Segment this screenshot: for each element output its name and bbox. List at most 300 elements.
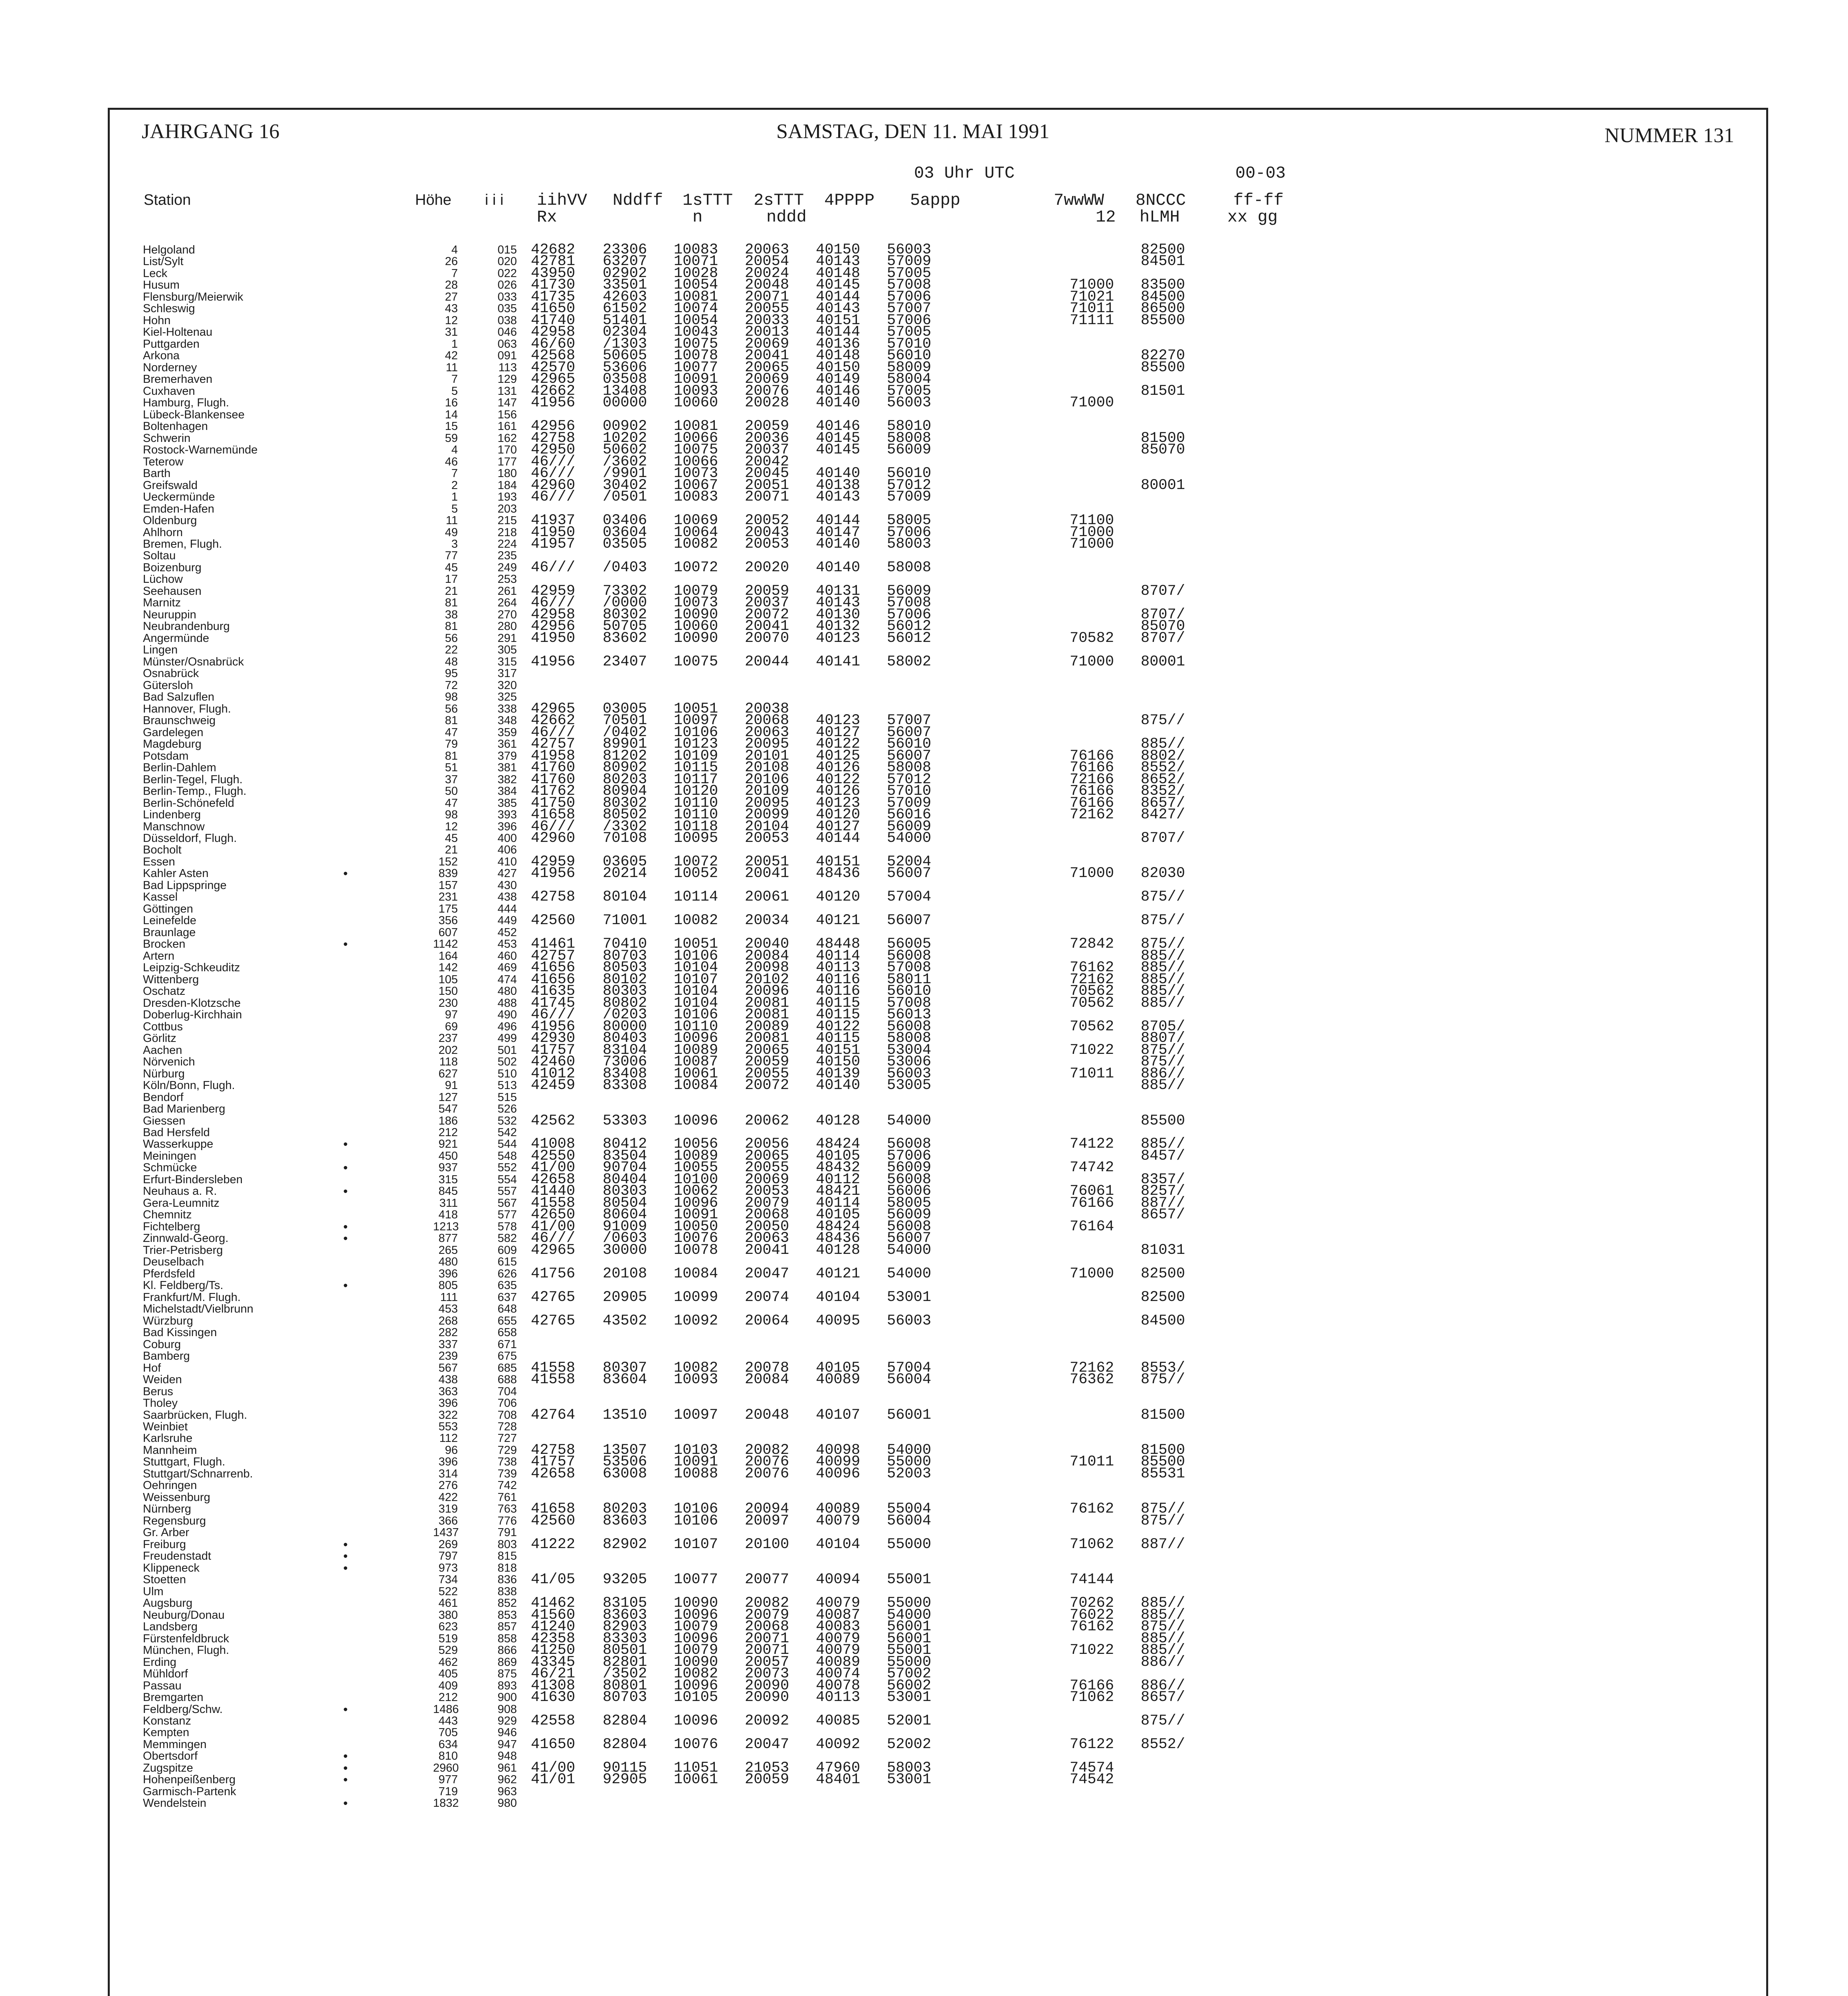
code-c2: 83408 xyxy=(603,1065,647,1082)
station-height: 315 xyxy=(438,1173,458,1186)
code-c5: 40123 xyxy=(816,794,861,812)
station-name: Leck xyxy=(143,267,168,280)
code-c7: 76164 xyxy=(1070,1218,1114,1235)
code-c5: 40145 xyxy=(816,442,861,459)
code-c6: 56001 xyxy=(887,1618,932,1636)
station-height: 322 xyxy=(438,1408,458,1422)
station-name: Helgoland xyxy=(143,244,195,256)
station-marker: • xyxy=(343,1760,348,1775)
code-c2: 00000 xyxy=(603,394,647,412)
station-height: 50 xyxy=(445,785,458,798)
station-index: 554 xyxy=(497,1173,517,1186)
code-c5: 40122 xyxy=(816,1018,861,1035)
code-c6: 56008 xyxy=(887,1136,932,1153)
code-c8: 885// xyxy=(1141,947,1185,964)
code-c7: 76122 xyxy=(1070,1736,1114,1753)
code-c8: 8707/ xyxy=(1141,630,1185,647)
code-c6: 56007 xyxy=(887,912,932,929)
code-c2: 82801 xyxy=(603,1653,647,1671)
station-index: 853 xyxy=(497,1608,517,1622)
code-c1: 41756 xyxy=(531,1265,576,1282)
code-c1: 42662 xyxy=(531,382,576,400)
station-height: 31 xyxy=(445,326,458,339)
code-c3: 10072 xyxy=(674,559,718,576)
code-c6: 56012 xyxy=(887,618,932,635)
code-c8: 8705/ xyxy=(1141,1018,1185,1035)
station-index: 908 xyxy=(497,1703,517,1716)
code-c2: 83303 xyxy=(603,1630,647,1647)
code-c8: 875// xyxy=(1141,1042,1185,1059)
code-c8: 885// xyxy=(1141,1595,1185,1612)
station-name: Münster/Osnabrück xyxy=(143,655,244,668)
code-c7: 72842 xyxy=(1070,936,1114,953)
code-c5: 48448 xyxy=(816,936,861,953)
station-name: Lindenberg xyxy=(143,808,201,822)
table-row xyxy=(0,1265,1848,1282)
code-c3: 10082 xyxy=(674,536,718,552)
station-height: 269 xyxy=(438,1538,458,1551)
code-c1: 41762 xyxy=(531,783,576,800)
code-c7: 72166 xyxy=(1070,771,1114,788)
station-height: 877 xyxy=(438,1232,458,1245)
station-index: 515 xyxy=(497,1091,517,1104)
code-c8: 875// xyxy=(1141,1371,1185,1388)
code-c4: 20094 xyxy=(745,1501,789,1518)
station-height: 418 xyxy=(438,1208,458,1222)
code-c1: 42460 xyxy=(531,1053,576,1071)
code-c8: 8427/ xyxy=(1141,806,1185,824)
code-c1: 42758 xyxy=(531,1442,576,1459)
code-c5: 40096 xyxy=(816,1465,861,1482)
group4-subheader: nddd xyxy=(766,208,807,227)
station-index: 193 xyxy=(497,491,517,504)
code-c2: 03508 xyxy=(603,371,647,388)
code-c8: 875// xyxy=(1141,1501,1185,1518)
code-c3: 10069 xyxy=(674,512,718,529)
station-name: Teterow xyxy=(143,455,184,468)
code-c2: /3302 xyxy=(603,818,647,835)
station-index: 449 xyxy=(497,914,517,927)
code-c8: 81500 xyxy=(1141,430,1185,447)
code-c4: 20059 xyxy=(745,418,789,435)
station-index: 261 xyxy=(497,584,517,598)
code-c1: 42965 xyxy=(531,700,576,717)
station-height: 319 xyxy=(438,1503,458,1516)
code-c3: 10110 xyxy=(674,1018,718,1035)
station-height: 56 xyxy=(445,632,458,645)
group4-header: 2sTTT xyxy=(754,191,804,210)
station-height: 356 xyxy=(438,914,458,927)
station-index: 264 xyxy=(497,596,517,610)
code-c7: 76022 xyxy=(1070,1606,1114,1624)
code-c1: 41/01 xyxy=(531,1771,576,1788)
code-c2: 51401 xyxy=(603,312,647,329)
time-label: 03 Uhr UTC xyxy=(914,164,1015,183)
station-height: 111 xyxy=(440,1291,458,1304)
station-height: 396 xyxy=(438,1455,458,1469)
code-c4: 20096 xyxy=(745,983,789,1000)
station-name: Meiningen xyxy=(143,1149,196,1162)
station-index: 253 xyxy=(497,573,517,586)
station-height: 937 xyxy=(438,1161,458,1174)
code-c3: 10096 xyxy=(674,1030,718,1047)
station-height: 453 xyxy=(438,1303,458,1316)
station-height: 91 xyxy=(445,1079,458,1092)
code-c4: 20037 xyxy=(745,594,789,612)
station-height: 422 xyxy=(438,1491,458,1504)
code-c6: 57002 xyxy=(887,1665,932,1683)
station-index: 338 xyxy=(497,702,517,715)
code-c6: 56007 xyxy=(887,747,932,764)
code-c4: 20047 xyxy=(745,1736,789,1753)
code-c4: 20069 xyxy=(745,1171,789,1188)
code-c8: 8707/ xyxy=(1141,582,1185,600)
table-row xyxy=(0,889,1848,906)
code-c4: 20090 xyxy=(745,1677,789,1694)
station-name: Leipzig-Schkeuditz xyxy=(143,961,240,974)
code-c5: 40140 xyxy=(816,536,861,552)
code-c6: 58003 xyxy=(887,1759,932,1776)
station-name: Braunlage xyxy=(143,926,196,939)
code-c5: 40127 xyxy=(816,724,861,741)
station-name: Gr. Arber xyxy=(143,1526,190,1539)
station-name: Emden-Hafen xyxy=(143,502,214,515)
code-c6: 58008 xyxy=(887,1030,932,1047)
table-row xyxy=(0,668,1848,679)
station-name: Gera-Leumnitz xyxy=(143,1196,220,1210)
code-c2: 82902 xyxy=(603,1536,647,1553)
code-c2: 80102 xyxy=(603,971,647,988)
station-height: 142 xyxy=(438,961,458,974)
code-c8: 885// xyxy=(1141,1630,1185,1647)
station-index: 379 xyxy=(497,749,517,762)
code-c5: 40116 xyxy=(816,971,861,988)
station-height: 48 xyxy=(445,655,458,668)
code-c2: 80703 xyxy=(603,947,647,964)
code-c1: 41650 xyxy=(531,1736,576,1753)
code-c5: 40098 xyxy=(816,1442,861,1459)
code-c1: 46/// xyxy=(531,1006,576,1024)
code-c2: 80501 xyxy=(603,1642,647,1659)
code-c8: 885// xyxy=(1141,971,1185,988)
code-c1: 41558 xyxy=(531,1359,576,1376)
station-name: Stoetten xyxy=(143,1573,186,1586)
code-c6: 57007 xyxy=(887,300,932,317)
station-height: 59 xyxy=(445,432,458,445)
code-c3: 10106 xyxy=(674,724,718,741)
code-c2: 30000 xyxy=(603,1242,647,1259)
group9-header: ff-ff xyxy=(1233,191,1284,210)
station-height: 202 xyxy=(438,1044,458,1057)
code-c6: 57009 xyxy=(887,794,932,812)
code-c1: 46/// xyxy=(531,465,576,482)
code-c4: 20043 xyxy=(745,524,789,541)
table-row xyxy=(0,1092,1848,1103)
code-c5: 40145 xyxy=(816,277,861,294)
code-c5: 40151 xyxy=(816,312,861,329)
code-c3: 11051 xyxy=(674,1759,718,1776)
station-index: 542 xyxy=(497,1126,517,1139)
code-c3: 10076 xyxy=(674,1230,718,1247)
station-index: 496 xyxy=(497,1020,517,1033)
code-c4: 20100 xyxy=(745,1536,789,1553)
code-c2: 80307 xyxy=(603,1359,647,1376)
code-c3: 10043 xyxy=(674,324,718,341)
code-c3: 10075 xyxy=(674,442,718,459)
code-c1: 41440 xyxy=(531,1183,576,1200)
station-height: 45 xyxy=(445,561,458,574)
code-c3: 10079 xyxy=(674,1618,718,1636)
station-height: 237 xyxy=(438,1032,458,1045)
station-index: 728 xyxy=(497,1420,517,1433)
table-row xyxy=(0,1339,1848,1350)
station-height: 396 xyxy=(438,1267,458,1280)
code-c6: 56007 xyxy=(887,1230,932,1247)
code-c7: 76166 xyxy=(1070,747,1114,764)
code-c4: 20062 xyxy=(745,1112,789,1129)
code-c3: 10081 xyxy=(674,288,718,305)
table-row xyxy=(0,630,1848,647)
station-height: 810 xyxy=(438,1750,458,1763)
code-c6: 58008 xyxy=(887,559,932,576)
code-c2: 80604 xyxy=(603,1206,647,1224)
code-c6: 57006 xyxy=(887,606,932,623)
station-name: Lingen xyxy=(143,644,178,657)
code-c5: 40099 xyxy=(816,1453,861,1471)
station-height: 112 xyxy=(439,1432,458,1445)
station-marker: • xyxy=(343,1796,348,1811)
station-index: 838 xyxy=(497,1585,517,1598)
code-c2: 53606 xyxy=(603,359,647,376)
code-c4: 20040 xyxy=(745,936,789,953)
code-c8: 885// xyxy=(1141,994,1185,1012)
code-c1: 41740 xyxy=(531,312,576,329)
station-height: 46 xyxy=(445,455,458,468)
station-index: 893 xyxy=(497,1679,517,1692)
station-height: 438 xyxy=(438,1373,458,1386)
station-index: 406 xyxy=(497,844,517,857)
code-c8: 885// xyxy=(1141,983,1185,1000)
code-c6: 55000 xyxy=(887,1536,932,1553)
code-c4: 20028 xyxy=(745,394,789,412)
code-c3: 10096 xyxy=(674,1677,718,1694)
station-index: 685 xyxy=(497,1361,517,1374)
code-c2: 50605 xyxy=(603,347,647,364)
station-name: Fichtelberg xyxy=(143,1220,200,1233)
station-name: Neuburg/Donau xyxy=(143,1608,225,1622)
code-c7: 74542 xyxy=(1070,1771,1114,1788)
code-c2: /0402 xyxy=(603,724,647,741)
code-c5: 48424 xyxy=(816,1136,861,1153)
station-name: Zinnwald-Georg. xyxy=(143,1232,229,1245)
station-height: 405 xyxy=(438,1667,458,1681)
station-index: 452 xyxy=(497,926,517,939)
code-c6: 58004 xyxy=(887,371,932,388)
code-c8: 875// xyxy=(1141,1713,1185,1729)
station-index: 480 xyxy=(497,985,517,998)
station-name: Braunschweig xyxy=(143,714,216,727)
station-name: Bocholt xyxy=(143,844,182,857)
code-c5: 40127 xyxy=(816,818,861,835)
station-height: 77 xyxy=(445,549,458,562)
code-c3: 10051 xyxy=(674,700,718,717)
code-c5: 40095 xyxy=(816,1312,861,1329)
code-c4: 20073 xyxy=(745,1665,789,1683)
station-height: 97 xyxy=(445,1008,458,1022)
group3-subheader: n xyxy=(693,208,703,227)
station-name: Magdeburg xyxy=(143,738,202,751)
station-index: 215 xyxy=(497,514,517,527)
code-c1: 41250 xyxy=(531,1642,576,1659)
station-height: 443 xyxy=(438,1715,458,1727)
station-name: Augsburg xyxy=(143,1597,193,1610)
code-c3: 10064 xyxy=(674,524,718,541)
code-c6: 54000 xyxy=(887,1242,932,1259)
station-height: 150 xyxy=(438,985,458,998)
code-c4: 20079 xyxy=(745,1606,789,1624)
code-c6: 56007 xyxy=(887,865,932,882)
code-c6: 56003 xyxy=(887,1312,932,1329)
station-height: 11 xyxy=(445,514,458,527)
station-height: 47 xyxy=(445,726,458,739)
code-c5: 40115 xyxy=(816,994,861,1012)
code-c1: 41658 xyxy=(531,1501,576,1518)
table-row xyxy=(0,1550,1848,1562)
code-c3: 10078 xyxy=(674,1242,718,1259)
code-c1: 42562 xyxy=(531,1112,576,1129)
station-name: Erfurt-Bindersleben xyxy=(143,1173,243,1186)
station-index: 161 xyxy=(497,420,517,433)
station-marker: • xyxy=(343,1549,348,1564)
station-index: 791 xyxy=(497,1526,517,1539)
code-c1: 41650 xyxy=(531,300,576,317)
station-name: Oehringen xyxy=(143,1479,197,1492)
station-name: Nürnberg xyxy=(143,1503,191,1516)
code-c6: 57008 xyxy=(887,277,932,294)
station-name: Osnabrück xyxy=(143,667,199,680)
code-c8: 81501 xyxy=(1141,382,1185,400)
code-c2: /0203 xyxy=(603,1006,647,1024)
station-height: 734 xyxy=(438,1573,458,1586)
station-name: Stuttgart/Schnarrenb. xyxy=(143,1467,253,1480)
code-c1: 41560 xyxy=(531,1606,576,1624)
table-row xyxy=(0,1242,1848,1259)
station-height: 11 xyxy=(445,361,458,374)
code-c2: 43502 xyxy=(603,1312,647,1329)
code-c4: 20059 xyxy=(745,1053,789,1071)
code-c1: 41461 xyxy=(531,936,576,953)
code-c3: 10073 xyxy=(674,594,718,612)
station-index: 170 xyxy=(497,444,517,457)
station-index: 675 xyxy=(497,1350,517,1363)
station-index: 361 xyxy=(497,738,517,751)
code-c3: 10079 xyxy=(674,582,718,600)
code-c3: 10104 xyxy=(674,983,718,1000)
table-row xyxy=(0,1406,1848,1424)
code-c7: 72162 xyxy=(1070,1359,1114,1376)
station-height: 98 xyxy=(445,691,458,704)
station-name: Nörvenich xyxy=(143,1055,195,1069)
station-name: Fürstenfeldbruck xyxy=(143,1632,229,1645)
station-index: 162 xyxy=(497,432,517,445)
station-index: 035 xyxy=(497,302,517,315)
station-name: Freudenstadt xyxy=(143,1550,211,1563)
code-c3: 10062 xyxy=(674,1183,718,1200)
code-c2: 03005 xyxy=(603,700,647,717)
station-index: 544 xyxy=(497,1138,517,1151)
code-c4: 20095 xyxy=(745,794,789,812)
station-index: 113 xyxy=(498,361,517,374)
station-index: 763 xyxy=(497,1503,517,1516)
station-name: Boltenhagen xyxy=(143,420,208,433)
code-c8: 85070 xyxy=(1141,442,1185,459)
code-c1: 41558 xyxy=(531,1371,576,1388)
station-index: 875 xyxy=(497,1667,517,1681)
code-c1: 41558 xyxy=(531,1194,576,1212)
station-index: 948 xyxy=(497,1750,517,1763)
station-height: 977 xyxy=(438,1773,458,1786)
code-c1: 42958 xyxy=(531,324,576,341)
code-c5: 40123 xyxy=(816,630,861,647)
station-index: 742 xyxy=(497,1479,517,1492)
code-c5: 40120 xyxy=(816,806,861,824)
station-index: 270 xyxy=(497,608,517,621)
code-c7: 71021 xyxy=(1070,288,1114,305)
code-c7: 74574 xyxy=(1070,1759,1114,1776)
station-name: Weiden xyxy=(143,1373,182,1386)
group3-header: 1sTTT xyxy=(683,191,733,210)
code-c3: 10075 xyxy=(674,335,718,352)
station-name: Wasserkuppe xyxy=(143,1138,214,1151)
code-c4: 20078 xyxy=(745,1359,789,1376)
code-c6: 58011 xyxy=(887,971,932,988)
station-index: 444 xyxy=(497,902,517,915)
code-c3: 10054 xyxy=(674,312,718,329)
station-height: 56 xyxy=(445,702,458,715)
station-height: 152 xyxy=(438,855,458,868)
code-c4: 20055 xyxy=(745,1159,789,1176)
station-name: Wendelstein xyxy=(143,1797,207,1810)
station-height: 239 xyxy=(438,1350,458,1363)
code-c6: 55001 xyxy=(887,1571,932,1588)
code-c1: 41/00 xyxy=(531,1159,576,1176)
station-index: 818 xyxy=(497,1561,517,1574)
table-row xyxy=(0,1771,1848,1788)
code-c5: 40078 xyxy=(816,1677,861,1694)
code-c6: 56010 xyxy=(887,465,932,482)
station-index: 962 xyxy=(497,1773,517,1786)
code-c2: 80503 xyxy=(603,959,647,976)
station-height: 79 xyxy=(445,738,458,751)
code-c3: 10118 xyxy=(674,818,718,835)
station-name: Husum xyxy=(143,279,180,292)
station-marker: • xyxy=(343,1137,348,1152)
code-c4: 20070 xyxy=(745,630,789,647)
code-c8: 8802/ xyxy=(1141,747,1185,764)
station-index: 980 xyxy=(497,1797,517,1810)
code-c4: 20101 xyxy=(745,747,789,764)
code-c2: 13408 xyxy=(603,382,647,400)
code-c1: 42960 xyxy=(531,830,576,847)
code-c7: 70582 xyxy=(1070,630,1114,647)
station-index: 317 xyxy=(497,667,517,680)
code-c8: 85500 xyxy=(1141,312,1185,329)
code-c2: /0403 xyxy=(603,559,647,576)
station-height: 607 xyxy=(438,926,458,939)
code-c8: 886// xyxy=(1141,1677,1185,1694)
code-c7: 74742 xyxy=(1070,1159,1114,1176)
station-name: Schwerin xyxy=(143,432,191,445)
